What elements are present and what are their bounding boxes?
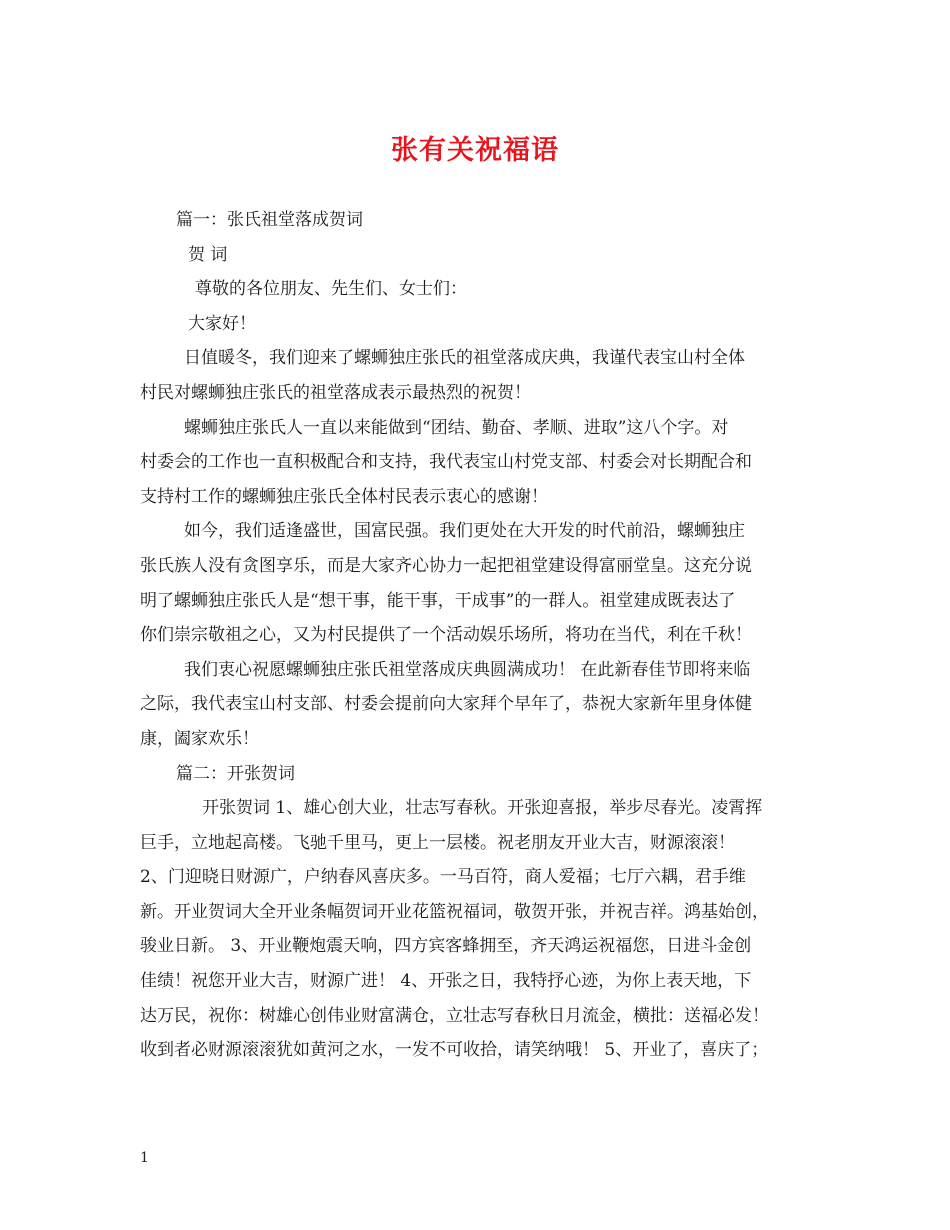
paragraph-line: 佳绩！祝您开业大吉，财源广进！ 4、开张之日，我特抒心迹，为你上表天地，下 [140,971,752,992]
paragraph-line: 开张贺词 1、雄心创大业，壮志写春秋。开张迎喜报，举步尽春光。凌霄挥 [202,798,763,819]
paragraph-line: 村委会的工作也一直积极配合和支持，我代表宝山村党支部、村委会对长期配合和 [140,452,752,473]
paragraph-line: 收到者必财源滚滚犹如黄河之水，一发不可收拾，请笑纳哦！ 5、开业了，喜庆了； [140,1040,769,1061]
section-heading-2: 篇二：开张贺词 [176,763,295,784]
paragraph-line: 之际，我代表宝山村支部、村委会提前向大家拜个早年了，恭祝大家新年里身体健 [140,694,752,715]
paragraph-line: 康，阖家欢乐！ [140,728,259,749]
paragraph-line: 2、门迎晓日财源广，户纳春风喜庆多。一马百符，商人爱福；七厅六耦，君手维 [140,867,746,888]
paragraph-line: 骏业日新。 3、开业鞭炮震天响，四方宾客蜂拥至，齐天鸿运祝福您，日进斗金创 [140,936,752,957]
salutation: 尊敬的各位朋友、先生们、女士们： [195,279,467,300]
page-number: 1 [140,1150,149,1166]
paragraph-line: 达万民，祝你：树雄心创伟业财富满仓，立壮志写春秋日月流金，横批：送福必发！ [140,1005,769,1026]
greeting: 大家好！ [188,313,256,334]
document-body [140,203,820,1068]
paragraph-line: 村民对螺蛳独庄张氏的祖堂落成表示最热烈的祝贺！ [140,382,531,403]
heading-he-ci: 贺 词 [188,244,228,265]
document-title: 张有关祝福语 [391,135,559,166]
paragraph-line: 支持村工作的螺蛳独庄张氏全体村民表示衷心的感谢！ [140,486,548,507]
paragraph-line: 新。开业贺词大全开业条幅贺词开业花篮祝福词，敬贺开张，并祝吉祥。鸿基始创， [140,901,769,922]
paragraph-line: 螺蛳独庄张氏人一直以来能做到“团结、勤奋、孝顺、进取”这八个字。对 [184,417,729,438]
paragraph-line: 你们崇宗敬祖之心，又为村民提供了一个活动娱乐场所，将功在当代，利在千秋！ [140,625,752,646]
paragraph-line: 日值暖冬，我们迎来了螺蛳独庄张氏的祖堂落成庆典，我谨代表宝山村全体 [184,348,745,369]
paragraph-line: 张氏族人没有贪图享乐，而是大家齐心协力一起把祖堂建设得富丽堂皇。这充分说 [140,555,752,576]
paragraph-line: 我们衷心祝愿螺蛳独庄张氏祖堂落成庆典圆满成功！ 在此新春佳节即将来临 [184,659,751,680]
paragraph-line: 巨手，立地起高楼。飞驰千里马，更上一层楼。祝老朋友开业大吉，财源滚滚！ [140,832,735,853]
paragraph-line: 如今，我们适逢盛世，国富民强。我们更处在大开发的时代前沿，螺蛳独庄 [184,521,745,542]
section-heading-1: 篇一：张氏祖堂落成贺词 [176,210,363,230]
paragraph-line: 明了螺蛳独庄张氏人是“想干事，能干事，干成事”的一群人。祖堂建成既表达了 [140,590,736,611]
